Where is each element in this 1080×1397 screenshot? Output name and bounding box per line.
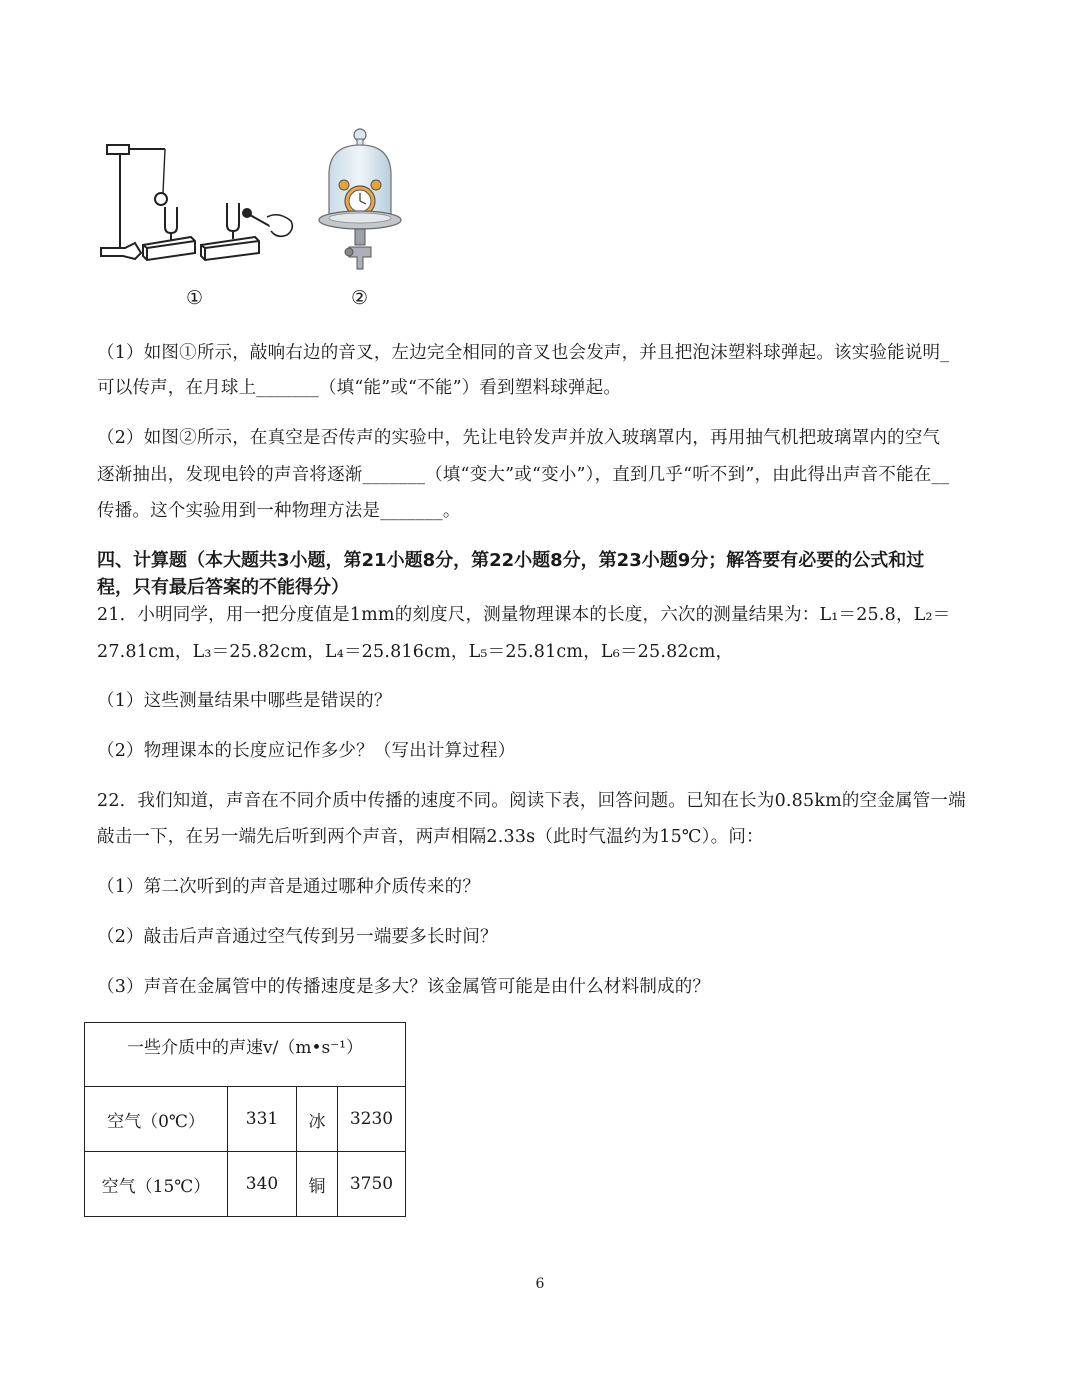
q22-stem-line2: 敲击一下，在另一端先后听到两个声音，两声相隔2.33s（此时气温约为15℃）。问： (97, 827, 764, 847)
table-title: 一些介质中的声速v/（m•s⁻¹） (85, 1023, 406, 1087)
table-row (85, 1152, 406, 1217)
q20-part2-line3: 传播。这个实验用到一种物理方法是_______。 (97, 501, 461, 521)
table-cell-speed: 340 (228, 1152, 297, 1217)
q22-part2: （2）敲击后声音通过空气传到另一端要多长时间？ (97, 927, 498, 947)
q20-part2-line1: （2）如图②所示，在真空是否传声的实验中，先让电铃发声并放入玻璃罩内，再用抽气机把玻璃罩内的空气 (97, 428, 941, 448)
table-cell-medium: 空气（0℃） (85, 1087, 228, 1152)
q20-part1-line2: 可以传声，在月球上_______（填“能”或“不能”）看到塑料球弹起。 (97, 378, 622, 398)
table-cell-speed: 3750 (338, 1152, 406, 1217)
section-4-heading-line2: 程，只有最后答案的不能得分） (97, 577, 349, 598)
table-cell-medium: 铜 (297, 1152, 338, 1217)
q21-part1: （1）这些测量结果中哪些是错误的？ (97, 691, 392, 711)
q20-part1-line1: （1）如图①所示，敲响右边的音叉，左边完全相同的音叉也会发声，并且把泡沫塑料球弹起。该实验能说明_ (97, 343, 950, 363)
q21-stem-line2: 27.81cm，L₃＝25.82cm，L₄＝25.816cm，L₅＝25.81cm，L₆＝25.82cm， (97, 642, 734, 662)
table-cell-speed: 331 (228, 1087, 297, 1152)
figure-1-label: ① (186, 287, 204, 309)
table-cell-medium: 冰 (297, 1087, 338, 1152)
bell-jar-figure (315, 125, 405, 275)
section-4-heading-line1: 四、计算题（本大题共3小题，第21小题8分，第22小题8分，第23小题9分；解答要有必要的公式和过 (97, 550, 925, 571)
tuning-fork-apparatus-figure (95, 135, 305, 270)
page-number: 6 (535, 1276, 545, 1292)
q21-stem-line1: 21．小明同学，用一把分度值是1mm的刻度尺，测量物理课本的长度，六次的测量结果为：L₁＝25.8，L₂＝ (97, 605, 951, 625)
q22-part3: （3）声音在金属管中的传播速度是多大？该金属管可能是由什么材料制成的？ (97, 977, 711, 997)
table-row (85, 1087, 406, 1152)
sound-speed-table (84, 1022, 406, 1217)
q22-part1: （1）第二次听到的声音是通过哪种介质传来的？ (97, 877, 481, 897)
q20-part2-line2: 逐渐抽出，发现电铃的声音将逐渐_______（填“变大”或“变小”），直到几乎“听不到”，由此得出声音不能在__ (97, 465, 950, 485)
table-cell-speed: 3230 (338, 1087, 406, 1152)
figure-2-label: ② (351, 287, 369, 309)
q21-part2: （2）物理课本的长度应记作多少？（写出计算过程） (97, 741, 516, 761)
table-cell-medium: 空气（15℃） (85, 1152, 228, 1217)
q22-stem-line1: 22．我们知道，声音在不同介质中传播的速度不同。阅读下表，回答问题。已知在长为0.85km的空金属管一端 (97, 791, 966, 811)
